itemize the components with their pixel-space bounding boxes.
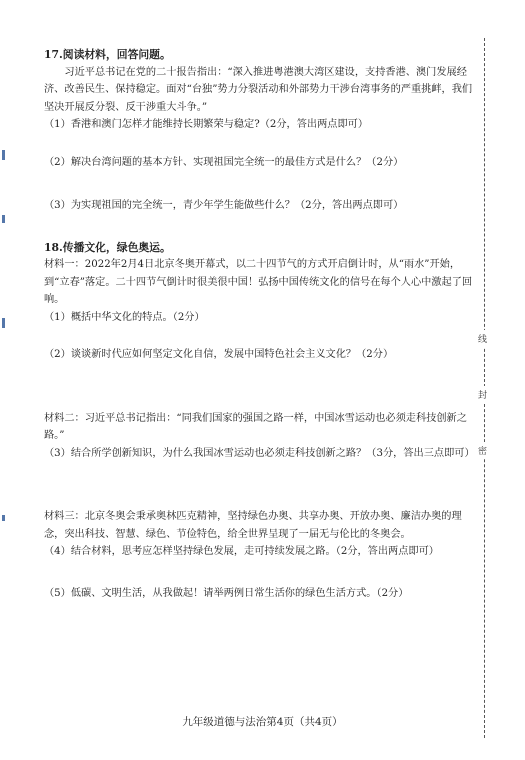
question-17-material: 习近平总书记在党的二十报告指出：“深入推进粤港澳大湾区建设，支持香港、澳门发展经济、改善民生、保持稳定。面对“台独”势力分裂活动和外部势力干涉台湾事务的严重挑衅，我们坚决开展反分裂、反干涉重大斗争。”	[44, 66, 473, 113]
question-18-material1: 材料一：2022年2月4日北京冬奥开幕式，以二十四节气的方式开启倒计时，从“雨水”开始，到“立春”落定。二十四节气倒计时很美很中国！弘扬中国传统文化的信号在每个人心中激起了回响。	[44, 259, 473, 305]
question-17-title: 17.阅读材料，回答问题。	[44, 48, 171, 61]
binding-char-mi: 密	[478, 442, 487, 459]
question-18-sub2: （2）谈谈新时代应如何坚定文化自信，发展中国特色社会主义文化？（2分）	[44, 349, 394, 360]
question-18-sub3: （3）结合所学创新知识，为什么我国冰雪运动也必须走科技创新之路？（3分，答出三点即可）	[44, 447, 475, 459]
question-18-sub1: （1）概括中华文化的特点。（2分）	[44, 311, 205, 323]
question-18-material2: 材料二：习近平总书记指出：“同我们国家的强国之路一样，中国冰雪运动也必须走科技创新之路。”	[44, 412, 467, 441]
question-18-material3: 材料三：北京冬奥会秉承奥林匹克精神，坚持绿色办奥、共享办奥、开放办奥、廉洁办奥的理念，突出科技、智慧、绿色、节俭特色，给全世界呈现了一届无与伦比的冬奥会。	[44, 511, 462, 540]
question-18-sub5: （5）低碳、文明生活，从我做起！请举两例日常生活你的绿色生活方式。（2分）	[44, 587, 409, 599]
page-footer: 九年级道德与法治第4页（共4页）	[182, 716, 343, 728]
scan-mark	[2, 318, 5, 328]
scan-mark	[2, 515, 5, 521]
scan-mark	[2, 215, 5, 223]
question-17-sub2: （2）解决台湾问题的基本方针、实现祖国完全统一的最佳方式是什么？（2分）	[44, 156, 404, 168]
question-18-sub4: （4）结合材料，思考应怎样坚持绿色发展，走可持续发展之路。（2分，答出两点即可）	[44, 546, 439, 557]
question-18-title: 18.传播文化，绿色奥运。	[44, 240, 171, 254]
binding-char-feng: 封	[478, 386, 487, 403]
question-content	[44, 46, 476, 602]
scan-mark	[2, 150, 5, 160]
binding-char-xian: 线	[478, 330, 487, 347]
question-17-sub1: （1）香港和澳门怎样才能维持长期繁荣与稳定?（2分，答出两点即可）	[44, 119, 369, 130]
question-17-sub3: （3）为实现祖国的完全统一，青少年学生能做些什么？（2分，答出两点即可）	[44, 200, 404, 211]
